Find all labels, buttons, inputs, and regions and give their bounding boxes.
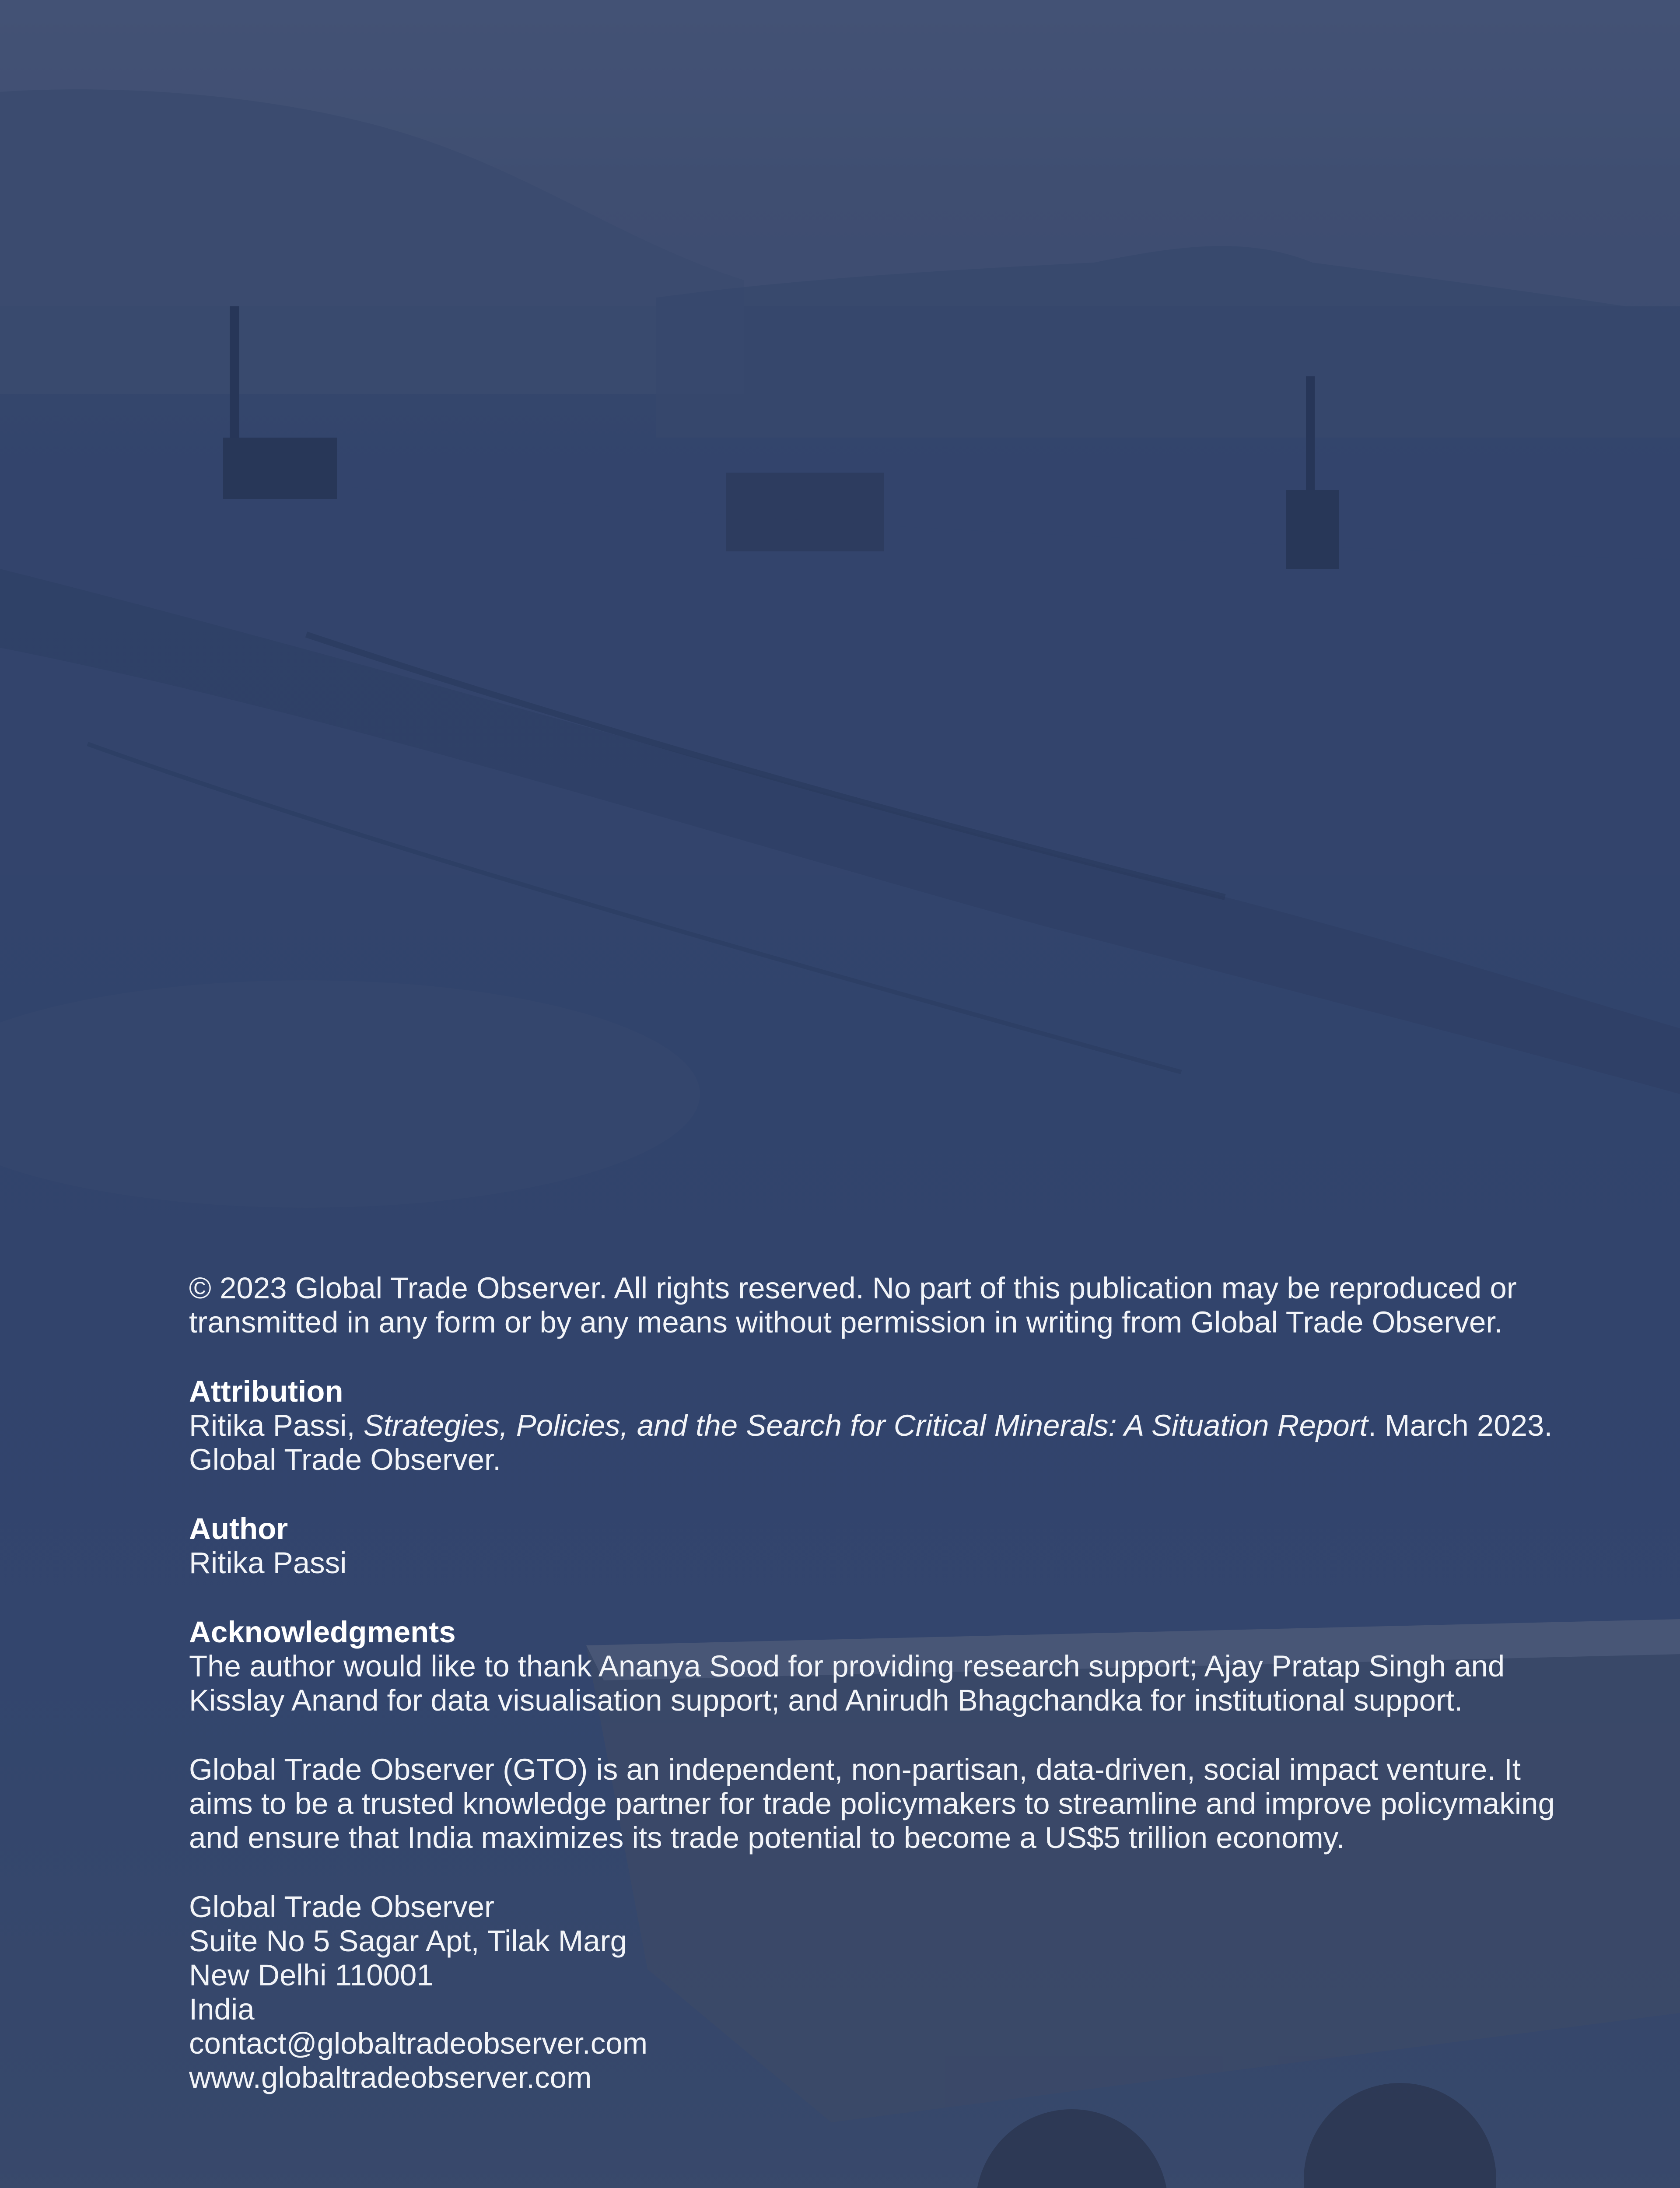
about-section (189, 1753, 1572, 1855)
author-section (189, 1512, 1572, 1580)
acknowledgments-section (189, 1615, 1572, 1718)
country: India (189, 1992, 255, 2026)
author-heading: Author (189, 1512, 288, 1546)
attribution-author: Ritika Passi, (189, 1409, 364, 1442)
attribution-date: . March 2023. Global Trade Observer. (189, 1409, 1553, 1476)
city-postcode: New Delhi 110001 (189, 1958, 434, 1992)
author-name: Ritika Passi (189, 1546, 347, 1580)
copyright-notice: © 2023 Global Trade Observer. All rights reserved. No part of this publication may be reproduced or transmitted in any form or by any means without permission in writing from Global Trade Observer. (189, 1271, 1517, 1339)
about-text: Global Trade Observer (GTO) is an independent, non-partisan, data-driven, social impact venture. It aims to be a trusted knowledge partner for trade policymakers to streamline and improve policymaking and ensure that India maximizes its trade potential to become a US$5 trillion economy. (189, 1753, 1555, 1855)
org-name: Global Trade Observer (189, 1890, 494, 1924)
contact-section (189, 1890, 1572, 2095)
contact-email-link[interactable]: contact@globaltradeobserver.com (189, 2027, 648, 2060)
attribution-heading: Attribution (189, 1375, 343, 1408)
attribution-section (189, 1375, 1572, 1477)
acknowledgments-text: The author would like to thank Ananya Sood for providing research support; Ajay Pratap Singh and Kisslay Anand for data visualisation support; and Anirudh Bhagchandka for institutional support. (189, 1649, 1505, 1717)
acknowledgments-heading: Acknowledgments (189, 1615, 456, 1649)
attribution-citation (189, 1409, 1572, 1477)
colophon (189, 1271, 1572, 2095)
street-address: Suite No 5 Sagar Apt, Tilak Marg (189, 1924, 627, 1958)
report-title: Strategies, Policies, and the Search for Critical Minerals: A Situation Report (363, 1409, 1368, 1442)
website-link[interactable]: www.globaltradeobserver.com (189, 2061, 592, 2094)
